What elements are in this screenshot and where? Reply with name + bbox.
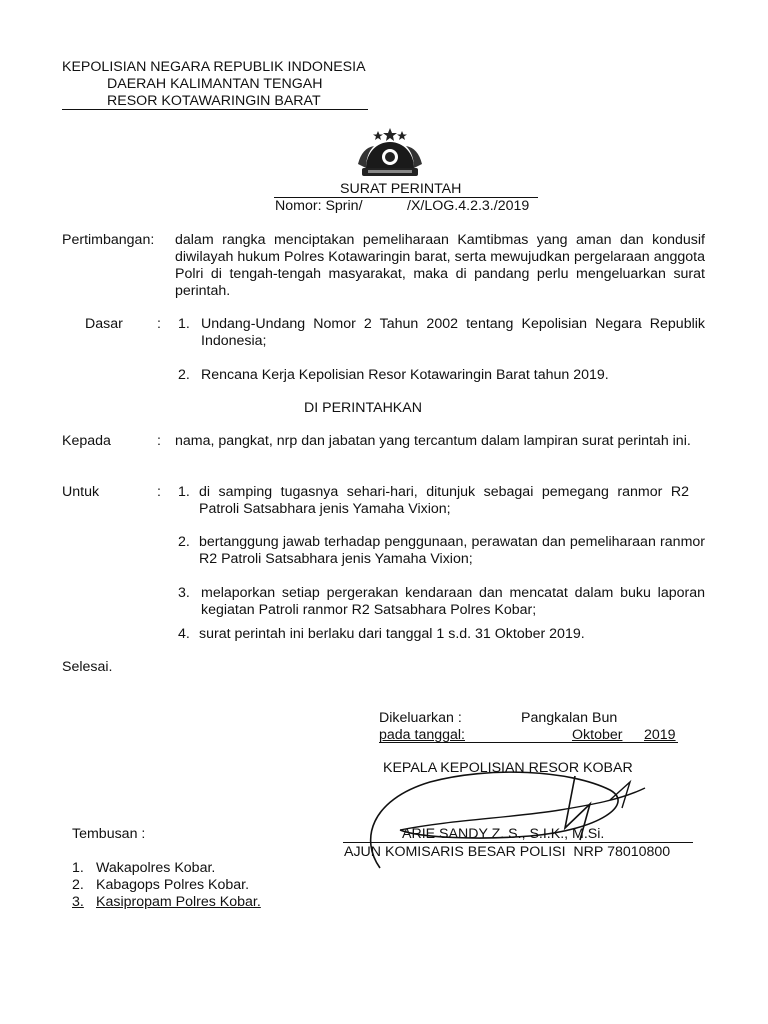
pertimbangan-text: dalam rangka menciptakan pemeliharaan Kamtibmas yang aman dan kondusif diwilayah hukum Polres Kotawaringin barat, serta mewujudkan pergelaraan anggota Polri di tengah-tengah masyarakat, maka di pandang perlu mengeluarkan surat perintah. (175, 232, 705, 299)
tembusan-label: Tembusan : (72, 826, 146, 842)
tembusan-item-3-text: Kasipropam Polres Kobar. (96, 894, 261, 910)
signature-name: ARIE SANDY Z. S., S.I.K., M.Si. (402, 826, 605, 842)
issued-date-year: 2019 (644, 727, 676, 743)
title-number-suffix: /X/LOG.4.2.3./2019 (407, 198, 530, 214)
issued-underline (379, 742, 678, 743)
header-underline (62, 109, 368, 110)
dasar-item-1-text: Undang-Undang Nomor 2 Tahun 2002 tentang Kepolisian Negara Republik Indonesia; (201, 316, 705, 349)
signature-underline (343, 842, 693, 843)
dasar-item-1-num: 1. (178, 316, 190, 332)
dasar-item-2-text: Rencana Kerja Kepolisian Resor Kotawaringin Barat tahun 2019. (201, 367, 609, 383)
issued-place-value: Pangkalan Bun (521, 710, 618, 726)
untuk-item-4-num: 4. (178, 626, 190, 642)
dasar-label: Dasar (85, 316, 123, 332)
kepada-colon: : (157, 433, 161, 449)
untuk-item-3-text: melaporkan setiap pergerakan kendaraan dan mencatat dalam buku laporan kegiatan Patroli ranmor R2 Satsabhara Polres Kobar; (201, 585, 705, 618)
signature-rank: AJUN KOMISARIS BESAR POLISI NRP 78010800 (344, 844, 671, 860)
header-line-1: KEPOLISIAN NEGARA REPUBLIK INDONESIA (62, 59, 366, 75)
tembusan-item-2-num: 2. (72, 877, 84, 893)
untuk-label: Untuk (62, 484, 100, 500)
header-line-3: RESOR KOTAWARINGIN BARAT (107, 93, 321, 109)
untuk-item-3-num: 3. (178, 585, 190, 601)
issued-date-month: Oktober (572, 727, 623, 743)
untuk-item-2-num: 2. (178, 534, 190, 550)
police-emblem-icon (352, 124, 428, 184)
tembusan-item-1-num: 1. (72, 860, 84, 876)
diperintahkan-heading: DI PERINTAHKAN (304, 400, 422, 416)
issued-date-label: pada tanggal: (379, 727, 465, 743)
selesai-text: Selesai. (62, 659, 113, 675)
title-number-prefix: Nomor: Sprin/ (275, 198, 363, 214)
tembusan-item-3-num: 3. (72, 894, 84, 910)
header-line-2: DAERAH KALIMANTAN TENGAH (107, 76, 323, 92)
untuk-colon: : (157, 484, 161, 500)
tembusan-item-2-text: Kabagops Polres Kobar. (96, 877, 250, 893)
dasar-item-2-num: 2. (178, 367, 190, 383)
tembusan-item-1-text: Wakapolres Kobar. (96, 860, 216, 876)
title-underline (274, 197, 538, 198)
untuk-item-1-text: di samping tugasnya sehari-hari, ditunjuk sebagai pemegang ranmor R2 Patroli Satsabhara jenis Yamaha Vixion; (199, 484, 689, 517)
untuk-item-1-num: 1. (178, 484, 190, 500)
untuk-item-4-text: surat perintah ini berlaku dari tanggal 1 s.d. 31 Oktober 2019. (199, 626, 585, 642)
title-heading: SURAT PERINTAH (340, 181, 462, 197)
kepada-text: nama, pangkat, nrp dan jabatan yang tercantum dalam lampiran surat perintah ini. (175, 433, 691, 449)
untuk-item-2-text: bertanggung jawab terhadap penggunaan, perawatan dan pemeliharaan ranmor R2 Patroli Satsabhara jenis Yamaha Vixion; (199, 534, 705, 567)
pertimbangan-label: Pertimbangan: (62, 232, 155, 248)
issued-place-label: Dikeluarkan : (379, 710, 462, 726)
dasar-colon: : (157, 316, 161, 332)
signature-position: KEPALA KEPOLISIAN RESOR KOBAR (383, 760, 633, 776)
kepada-label: Kepada (62, 433, 111, 449)
